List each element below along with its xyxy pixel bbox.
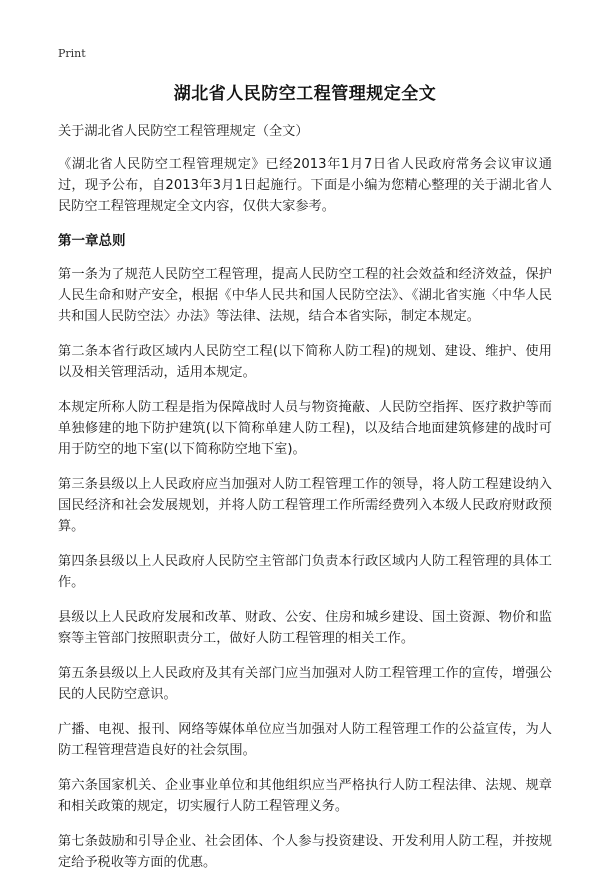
print-link[interactable]: Print bbox=[58, 47, 86, 60]
chapter-heading: 第一章总则 bbox=[58, 233, 126, 249]
article-5-media-paragraph: 广播、电视、报刊、网络等媒体单位应当加强对人防工程管理工作的公益宣传，为人防工程管理营造良好的社会氛围。 bbox=[58, 722, 552, 758]
article-2-definition-paragraph: 本规定所称人防工程是指为保障战时人员与物资掩蔽、人民防空指挥、医疗救护等而单独修建的地下防护建筑(以下简称单建人防工程)，以及结合地面建筑修建的战时可用于防空的地下室(以下简称防空地下室)。 bbox=[58, 400, 552, 457]
document-title: 湖北省人民防空工程管理规定全文 bbox=[173, 84, 437, 104]
article-6-paragraph: 第六条国家机关、企业事业单位和其他组织应当严格执行人防工程法律、法规、规章和相关政策的规定，切实履行人防工程管理义务。 bbox=[58, 778, 552, 814]
article-2-paragraph: 第二条本省行政区域内人民防空工程(以下简称人防工程)的规划、建设、维护、使用以及相关管理活动，适用本规定。 bbox=[58, 344, 552, 380]
intro-paragraph: 《湖北省人民防空工程管理规定》已经2013年1月7日省人民政府常务会议审议通过，现予公布，自2013年3月1日起施行。下面是小编为您精心整理的关于湖北省人民防空工程管理规定全文内容，仅供大家参考。 bbox=[58, 157, 552, 214]
article-7-paragraph: 第七条鼓励和引导企业、社会团体、个人参与投资建设、开发利用人防工程，并按规定给予税收等方面的优惠。 bbox=[58, 834, 552, 870]
article-4-departments-paragraph: 县级以上人民政府发展和改革、财政、公安、住房和城乡建设、国土资源、物价和监察等主管部门按照职责分工，做好人防工程管理的相关工作。 bbox=[58, 610, 552, 646]
document-body bbox=[58, 121, 552, 887]
article-3-paragraph: 第三条县级以上人民政府应当加强对人防工程管理工作的领导，将人防工程建设纳入国民经济和社会发展规划，并将人防工程管理工作所需经费列入本级人民政府财政预算。 bbox=[58, 477, 552, 534]
article-4-paragraph: 第四条县级以上人民政府人民防空主管部门负责本行政区域内人防工程管理的具体工作。 bbox=[58, 554, 552, 590]
article-1-paragraph: 第一条为了规范人民防空工程管理，提高人民防空工程的社会效益和经济效益，保护人民生命和财产安全，根据《中华人民共和国人民防空法》、《湖北省实施〈中华人民共和国人民防空法〉办法》等法律、法规，结合本省实际，制定本规定。 bbox=[58, 267, 552, 324]
article-5-paragraph: 第五条县级以上人民政府及其有关部门应当加强对人防工程管理工作的宣传，增强公民的人民防空意识。 bbox=[58, 666, 552, 702]
document-subtitle: 关于湖北省人民防空工程管理规定（全文） bbox=[58, 124, 309, 139]
